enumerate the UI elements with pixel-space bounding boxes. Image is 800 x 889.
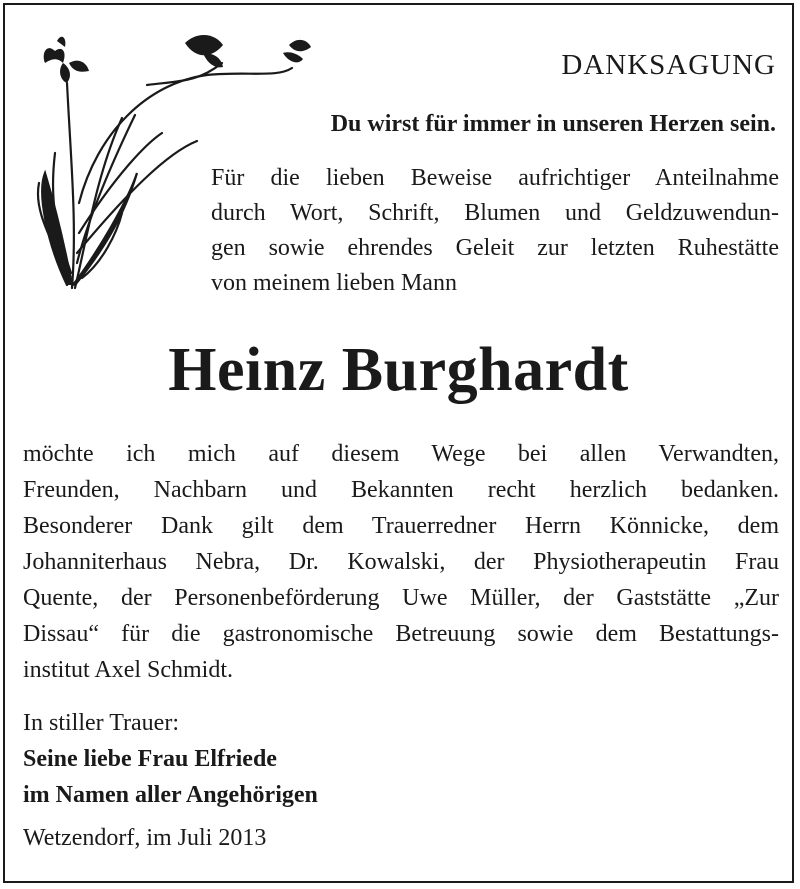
subheading: Du wirst für immer in unseren Herzen sein. bbox=[330, 111, 776, 137]
intro-line: gen sowie ehrendes Geleit zur letzten Ruhestätte bbox=[211, 235, 779, 261]
intro-line: durch Wort, Schrift, Blumen und Geldzuwendun- bbox=[211, 200, 779, 226]
thanks-line: möchte ich mich auf diesem Wege bei allen Verwandten, bbox=[23, 441, 779, 467]
closing-block bbox=[23, 705, 318, 813]
thanks-paragraph bbox=[23, 436, 779, 688]
thanks-line: Freunden, Nachbarn und Bekannten recht herzlich bedanken. bbox=[23, 477, 779, 503]
thanks-line: institut Axel Schmidt. bbox=[23, 657, 234, 683]
closing-intro: In stiller Trauer: bbox=[23, 710, 179, 736]
notice-frame bbox=[3, 3, 794, 883]
place-date: Wetzendorf, im Juli 2013 bbox=[23, 825, 267, 851]
thanks-line: Dissau“ für die gastronomische Betreuung sowie dem Bestattungs- bbox=[23, 621, 779, 647]
thanks-line: Besonderer Dank gilt dem Trauerredner Herrn Könnicke, dem bbox=[23, 513, 779, 539]
deceased-name: Heinz Burghardt bbox=[168, 336, 629, 404]
thanks-line: Johanniterhaus Nebra, Dr. Kowalski, der Physiotherapeutin Frau bbox=[23, 549, 779, 575]
intro-line: von meinem lieben Mann bbox=[211, 270, 457, 296]
closing-family: im Namen aller Angehörigen bbox=[23, 782, 318, 808]
intro-paragraph bbox=[211, 161, 779, 301]
heading: DANKSAGUNG bbox=[561, 49, 776, 81]
thanks-line: Quente, der Personenbeförderung Uwe Müller, der Gaststätte „Zur bbox=[23, 585, 779, 611]
closing-signer: Seine liebe Frau Elfriede bbox=[23, 746, 277, 772]
intro-line: Für die lieben Beweise aufrichtiger Anteilnahme bbox=[211, 165, 779, 191]
